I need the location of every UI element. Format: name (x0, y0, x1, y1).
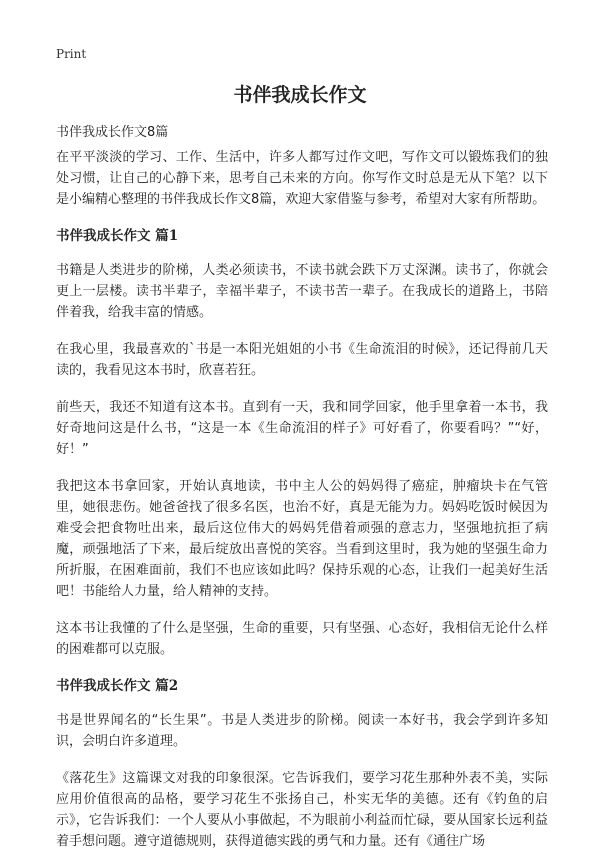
intro-paragraph: 在平平淡淡的学习、工作、生活中，许多人都写过作文吧，写作文可以锻炼我们的独处习惯，让自己的心静下来，思考自己未来的方向。你写作文时总是无从下笔？以下是小编精心整理的书伴我成长作文8篇，欢迎大家借鉴与参考，希望对大家有所帮助。 (56, 150, 548, 207)
section-1-paragraph-2: 在我心里，我最喜欢的`书是一本阳光姐姐的小书《生命流泪的时候》，还记得前几天读的，我看见这本书时，欣喜若狂。 (56, 342, 548, 378)
print-link[interactable]: Print (56, 47, 87, 61)
section-2-paragraph-1: 书是世界闻名的“长生果”。书是人类进步的阶梯。阅读一本好书，我会学到许多知识，会明白许多道理。 (56, 713, 548, 749)
section-1-paragraph-4: 我把这本书拿回家，开始认真地读，书中主人公的妈妈得了癌症，肿瘤块卡在气管里，她很悲伤。她爸爸找了很多名医，也治不好，真是无能为力。妈妈吃饭时候因为难受会把食物吐出来，最后这位伟大的妈妈凭借着顽强的意志力，坚强地抗拒了病魔，顽强地活了下来，最后绽放出喜悦的笑容。当看到这里时，我为她的坚强生命力所折服，在困难面前，我们不也应该如此吗？保持乐观的心态，让我们一起美好生活吧！书能给人力量，给人精神的支持。 (56, 479, 548, 599)
page-subtitle: 书伴我成长作文8篇 (56, 125, 169, 140)
article-body (56, 147, 548, 868)
section-heading-2: 书伴我成长作文 篇2 (56, 678, 179, 694)
section-1-paragraph-3: 前些天，我还不知道有这本书。直到有一天，我和同学回家，他手里拿着一本书，我好奇地问这是什么书，“这是一本《生命流泪的样子》可好看了，你要看吗？”“好，好！” (56, 400, 548, 457)
section-1-paragraph-5: 这本书让我懂的了什么是坚强，生命的重要，只有坚强、心态好，我相信无论什么样的困难都可以克服。 (56, 621, 548, 657)
section-2-paragraph-2: 《落花生》这篇课文对我的印象很深。它告诉我们，要学习花生那种外表不美，实际应用价值很高的品格，要学习花生不张扬自己，朴实无华的美德。还有《钓鱼的启示》，它告诉我们：一个人要从小事做起，不为眼前小利益而忙碌，要从国家长远利益着手想问题。遵守道德规则，获得道德实践的勇气和力量。还有《通往广场 (56, 771, 548, 849)
section-1-paragraph-1: 书籍是人类进步的阶梯，人类必须读书，不读书就会跌下万丈深渊。读书了，你就会更上一层楼。读书半辈子，幸福半辈子，不读书苦一辈子。在我成长的道路上，书陪伴着我，给我丰富的情感。 (56, 263, 548, 320)
page-title: 书伴我成长作文 (233, 84, 367, 106)
section-heading-1: 书伴我成长作文 篇1 (56, 228, 179, 244)
